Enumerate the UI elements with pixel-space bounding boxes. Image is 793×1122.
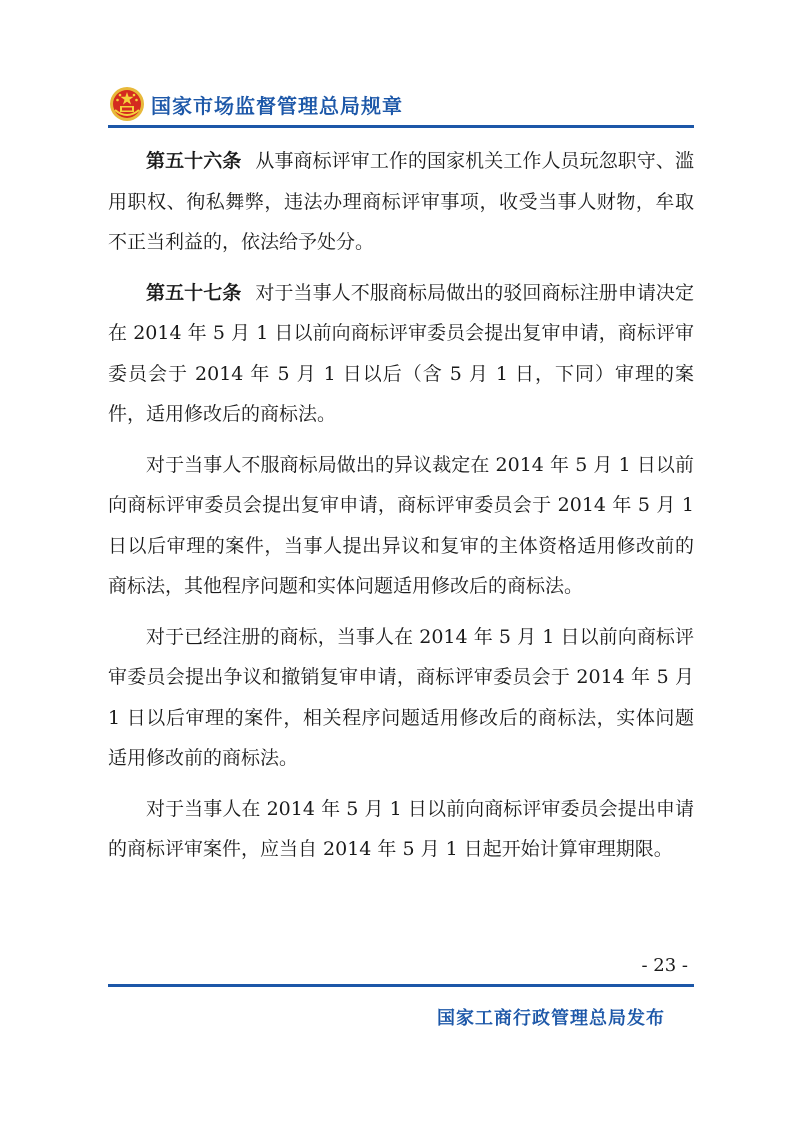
paragraph: 对于当事人不服商标局做出的异议裁定在 2014 年 5 月 1 日以前向商标评审委员会提出复审申请，商标评审委员会于 2014 年 5 月 1 日以后审理的案件，当事人提出异议和复审的主体资格适用修改前的商标法，其他程序问题和实体问题适用修改后的商标法。 xyxy=(108,453,694,597)
paragraph: 对于当事人在 2014 年 5 月 1 日以前向商标评审委员会提出申请的商标评审案件，应当自 2014 年 5 月 1 日起开始计算审理期限。 xyxy=(108,797,694,860)
header-divider xyxy=(108,125,694,128)
article-56 xyxy=(108,141,694,263)
footer-publisher: 国家工商行政管理总局发布 xyxy=(437,1008,665,1029)
national-emblem-icon xyxy=(109,86,145,122)
footer-divider xyxy=(108,984,694,987)
article-number: 第五十六条 xyxy=(146,150,242,172)
paragraph: 对于已经注册的商标，当事人在 2014 年 5 月 1 日以前向商标评审委员会提出争议和撤销复审申请，商标评审委员会于 2014 年 5 月 1 日以后审理的案件，相关程序问题适用修改后的商标法，实体问题适用修改前的商标法。 xyxy=(108,625,694,769)
article-text: 从事商标评审工作的国家机关工作人员玩忽职守、滥用职权、徇私舞弊，违法办理商标评审事项，收受当事人财物，牟取不正当利益的，依法给予处分。 xyxy=(108,150,694,253)
article-number: 第五十七条 xyxy=(146,281,242,304)
article-57 xyxy=(108,273,694,435)
article-text: 对于当事人不服商标局做出的驳回商标注册申请决定在 2014 年 5 月 1 日以前向商标评审委员会提出复审申请，商标评审委员会于 2014 年 5 月 1 日以后（含 5 月 1 日，下同）审理的案件，适用修改后的商标法。 xyxy=(108,281,694,425)
header-title: 国家市场监督管理总局规章 xyxy=(151,93,403,118)
document-body xyxy=(108,141,694,870)
page-number: - 23 - xyxy=(641,955,688,976)
page-header xyxy=(109,86,403,122)
